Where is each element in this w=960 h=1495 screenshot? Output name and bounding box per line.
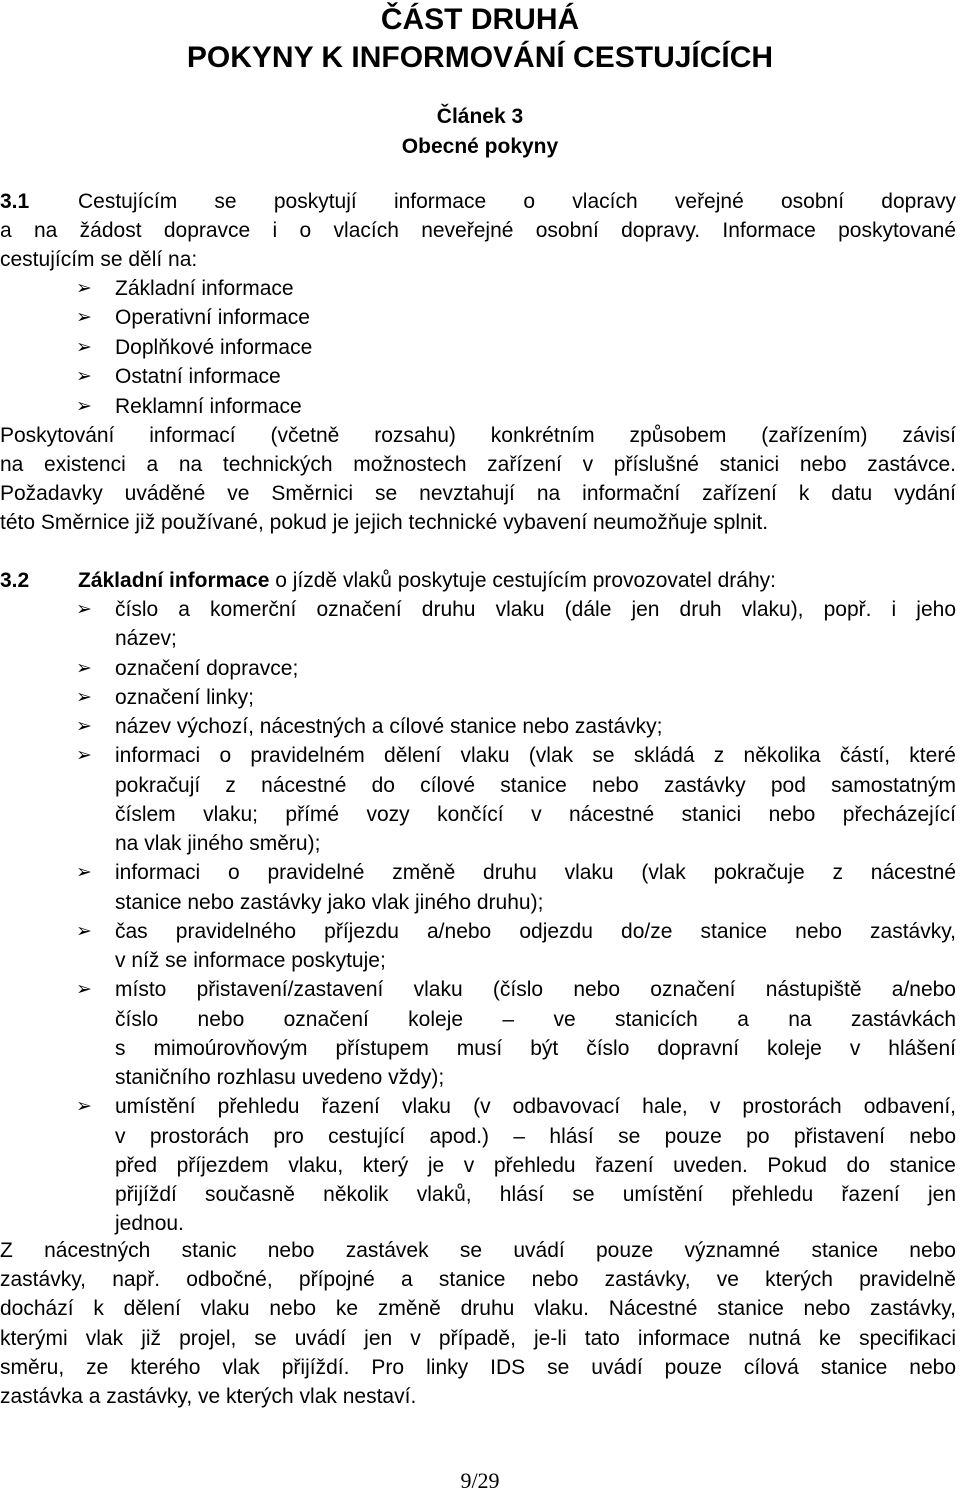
arrow-bullet-icon: ➢ [76,599,92,620]
basic-info-item-line: přijíždí současně několik vlaků, hlásí se umístění přehledu řazení jen [115,1183,956,1206]
basic-info-item-line: název; [115,627,177,651]
arrow-bullet-icon: ➢ [76,366,92,388]
basic-info-item-line: staničního rozhlasu uvedeno vždy); [115,1066,445,1089]
closing-line: směru, ze kterého vlak přijíždí. Pro linky IDS se uvádí pouze cílová stanice nebo [0,1355,956,1379]
article-number: Článek 3 [436,105,524,128]
arrow-bullet-icon: ➢ [76,657,92,679]
info-type-item: Základní informace [115,277,294,300]
basic-info-item-line: na vlak jiného směru); [115,832,321,855]
basic-info-item-line: označení dopravce; [115,656,299,680]
closing-line: zastávka a zastávky, ve kterých vlak nestaví. [0,1385,417,1408]
arrow-bullet-icon: ➢ [76,307,92,329]
info-type-item: Reklamní informace [115,394,302,418]
basic-info-item-line: umístění přehledu řazení vlaku (v odbavovací hale, v prostorách odbavení, [115,1095,956,1119]
section-number-3-2: 3.2 [0,569,30,592]
basic-info-item-line: s mimoúrovňovým přístupem musí být číslo dopravní koleje v hlášení [115,1036,956,1060]
paragraph-line: této Směrnice již používané, pokud je jejich technické vybavení neumožňuje splnit. [0,511,769,534]
arrow-bullet-icon: ➢ [76,716,92,737]
part-subtitle: POKYNY K INFORMOVÁNÍ CESTUJÍCÍCH [186,41,774,74]
basic-info-item-line: označení linky; [115,685,254,709]
basic-info-item-line: název výchozí, nácestných a cílové stanice nebo zastávky; [115,715,663,738]
part-title: ČÁST DRUHÁ [380,3,580,36]
arrow-bullet-icon: ➢ [76,920,92,942]
arrow-bullet-icon: ➢ [76,745,92,767]
paragraph-line: Poskytování informací (včetně rozsahu) konkrétním způsobem (zařízením) závisí [0,424,956,447]
section-number-3-1: 3.1 [0,190,30,213]
section-3-1-line: cestujícím se dělí na: [0,248,198,271]
arrow-bullet-icon: ➢ [76,395,92,417]
basic-info-item-line: číslo a komerční označení druhu vlaku (dále jen druh vlaku), popř. i jeho [115,598,956,621]
arrow-bullet-icon: ➢ [76,1096,92,1118]
paragraph-line: Požadavky uváděné ve Směrnici se nevztahují na informační zařízení k datu vydání [0,482,956,505]
basic-info-item-line: stanice nebo zastávky jako vlak jiného druhu); [115,890,544,914]
paragraph-line: na existenci a na technických možnostech zařízení v příslušné stanici nebo zastávce. [0,453,956,476]
arrow-bullet-icon: ➢ [76,862,92,884]
article-title: Obecné pokyny [401,135,559,158]
arrow-bullet-icon: ➢ [76,336,92,358]
arrow-bullet-icon: ➢ [76,686,92,708]
arrow-bullet-icon: ➢ [76,979,92,1001]
basic-info-item-line: čas pravidelného příjezdu a/nebo odjezdu do/ze stanice nebo zastávky, [115,919,956,943]
arrow-bullet-icon: ➢ [76,278,92,299]
basic-info-item-line: jednou. [115,1212,184,1236]
basic-info-item-line: číslo nebo označení koleje – ve stanicích a na zastávkách [115,1007,956,1031]
basic-info-item-line: informaci o pravidelném dělení vlaku (vlak se skládá z několika částí, které [115,744,956,768]
basic-info-item-line: před příjezdem vlaku, který je v přehledu řazení uveden. Pokud do stanice [115,1153,956,1177]
basic-info-item-line: v níž se informace poskytuje; [115,949,386,972]
info-type-item: Ostatní informace [115,365,281,389]
section-3-1-line: a na žádost dopravce i o vlacích neveřejné osobní dopravy. Informace poskytované [0,219,956,242]
basic-info-item-line: číslem vlaku; přímé vozy končící v nácestné stanici nebo přecházející [115,802,956,826]
section-3-1-line: Cestujícím se poskytují informace o vlacích veřejné osobní dopravy [78,190,956,213]
closing-line: kterými vlak již projel, se uvádí jen v případě, je-li tato informace nutná ke specifikaci [0,1326,956,1350]
basic-info-item-line: místo přistavení/zastavení vlaku (číslo nebo označení nástupiště a/nebo [115,978,956,1002]
closing-line: Z nácestných stanic nebo zastávek se uvádí pouze významné stanice nebo [0,1239,956,1262]
info-type-item: Doplňkové informace [115,335,313,359]
lead-bold: Základní informace [78,569,270,592]
basic-info-item-line: pokračují z nácestné do cílové stanice nebo zastávky pod samostatným [115,773,956,797]
closing-line: dochází k dělení vlaku nebo ke změně druhu vlaku. Nácestné stanice nebo zastávky, [0,1297,956,1321]
basic-info-item-line: v prostorách pro cestující apod.) – hlásí se pouze po přistavení nebo [115,1124,956,1148]
closing-line: zastávky, např. odbočné, přípojné a stanice nebo zastávky, ve kterých pravidelně [0,1268,956,1292]
page-number: 9/29 [460,1468,500,1493]
section-3-2-lead [78,566,776,595]
basic-info-item-line: informaci o pravidelné změně druhu vlaku (vlak pokračuje z nácestné [115,861,956,885]
info-type-item: Operativní informace [115,306,310,330]
lead-rest: o jízdě vlaků poskytuje cestujícím provozovatel dráhy: [275,569,776,592]
